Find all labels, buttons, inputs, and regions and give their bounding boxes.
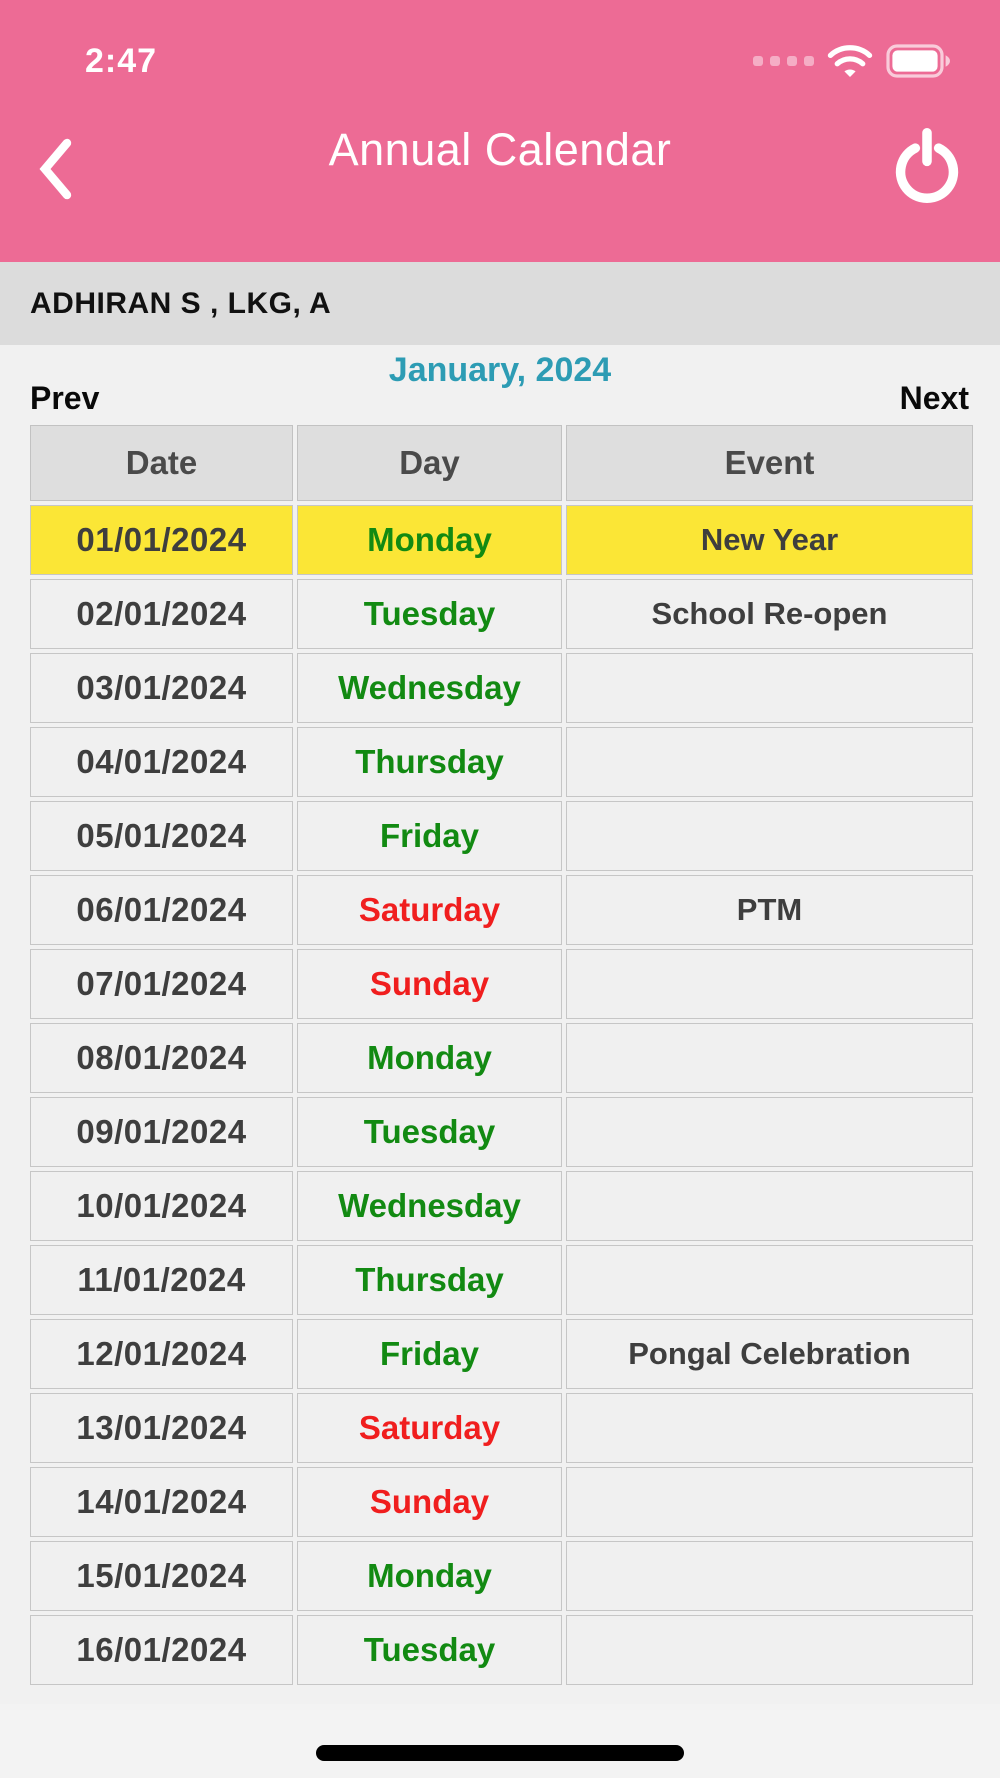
day-cell: Thursday (297, 1245, 562, 1315)
date-cell: 09/01/2024 (30, 1097, 293, 1167)
month-nav (0, 345, 1000, 421)
date-cell: 02/01/2024 (30, 579, 293, 649)
table-row (30, 1615, 973, 1685)
event-cell: Pongal Celebration (566, 1319, 973, 1389)
column-header-event: Event (566, 425, 973, 501)
day-cell: Monday (297, 1023, 562, 1093)
next-month-button[interactable]: Next (899, 380, 969, 416)
app-header (0, 0, 1000, 262)
nav-bar (0, 96, 1000, 246)
table-row (30, 1245, 973, 1315)
table-row (30, 727, 973, 797)
footer (0, 1704, 1000, 1778)
table-row (30, 801, 973, 871)
date-cell: 01/01/2024 (30, 505, 293, 575)
event-cell (566, 1541, 973, 1611)
day-cell: Tuesday (297, 1097, 562, 1167)
event-cell (566, 1393, 973, 1463)
date-cell: 08/01/2024 (30, 1023, 293, 1093)
event-cell: New Year (566, 505, 973, 575)
calendar-scroll-area[interactable] (0, 345, 1000, 1704)
date-cell: 14/01/2024 (30, 1467, 293, 1537)
day-cell: Monday (297, 1541, 562, 1611)
date-cell: 12/01/2024 (30, 1319, 293, 1389)
event-cell: School Re-open (566, 579, 973, 649)
event-cell (566, 1097, 973, 1167)
page-title: Annual Calendar (328, 124, 672, 175)
table-row (30, 875, 973, 945)
day-cell: Tuesday (297, 579, 562, 649)
column-header-day: Day (297, 425, 562, 501)
table-row (30, 1393, 973, 1463)
student-bar (0, 262, 1000, 345)
event-cell (566, 1245, 973, 1315)
table-row (30, 1541, 973, 1611)
calendar-table (26, 421, 977, 1689)
date-cell: 07/01/2024 (30, 949, 293, 1019)
event-cell (566, 1171, 973, 1241)
event-cell (566, 949, 973, 1019)
date-cell: 11/01/2024 (30, 1245, 293, 1315)
student-name: ADHIRAN S , LKG, A (30, 286, 332, 320)
table-row (30, 505, 973, 575)
event-cell (566, 1023, 973, 1093)
date-cell: 15/01/2024 (30, 1541, 293, 1611)
day-cell: Thursday (297, 727, 562, 797)
day-cell: Sunday (297, 949, 562, 1019)
column-header-date: Date (30, 425, 293, 501)
event-cell (566, 1615, 973, 1685)
table-row (30, 1097, 973, 1167)
table-row (30, 1023, 973, 1093)
table-row (30, 579, 973, 649)
day-cell: Wednesday (297, 653, 562, 723)
date-cell: 03/01/2024 (30, 653, 293, 723)
event-cell: PTM (566, 875, 973, 945)
month-label: January, 2024 (388, 351, 612, 389)
battery-full-icon (886, 44, 952, 78)
day-cell: Sunday (297, 1467, 562, 1537)
date-cell: 16/01/2024 (30, 1615, 293, 1685)
prev-month-button[interactable]: Prev (30, 380, 100, 416)
signal-dots-icon (753, 56, 814, 66)
table-row (30, 949, 973, 1019)
day-cell: Friday (297, 1319, 562, 1389)
table-row (30, 653, 973, 723)
event-cell (566, 1467, 973, 1537)
day-cell: Friday (297, 801, 562, 871)
date-cell: 13/01/2024 (30, 1393, 293, 1463)
table-row (30, 1319, 973, 1389)
home-indicator[interactable] (316, 1745, 684, 1761)
event-cell (566, 727, 973, 797)
day-cell: Saturday (297, 1393, 562, 1463)
wifi-icon (826, 43, 874, 79)
date-cell: 04/01/2024 (30, 727, 293, 797)
day-cell: Wednesday (297, 1171, 562, 1241)
event-cell (566, 801, 973, 871)
table-header-row (30, 425, 973, 501)
day-cell: Tuesday (297, 1615, 562, 1685)
table-row (30, 1171, 973, 1241)
status-bar (0, 0, 1000, 96)
date-cell: 10/01/2024 (30, 1171, 293, 1241)
day-cell: Saturday (297, 875, 562, 945)
status-time: 2:47 (85, 41, 158, 80)
day-cell: Monday (297, 505, 562, 575)
table-row (30, 1467, 973, 1537)
event-cell (566, 653, 973, 723)
date-cell: 06/01/2024 (30, 875, 293, 945)
calendar-table-wrap (0, 421, 1000, 1689)
date-cell: 05/01/2024 (30, 801, 293, 871)
